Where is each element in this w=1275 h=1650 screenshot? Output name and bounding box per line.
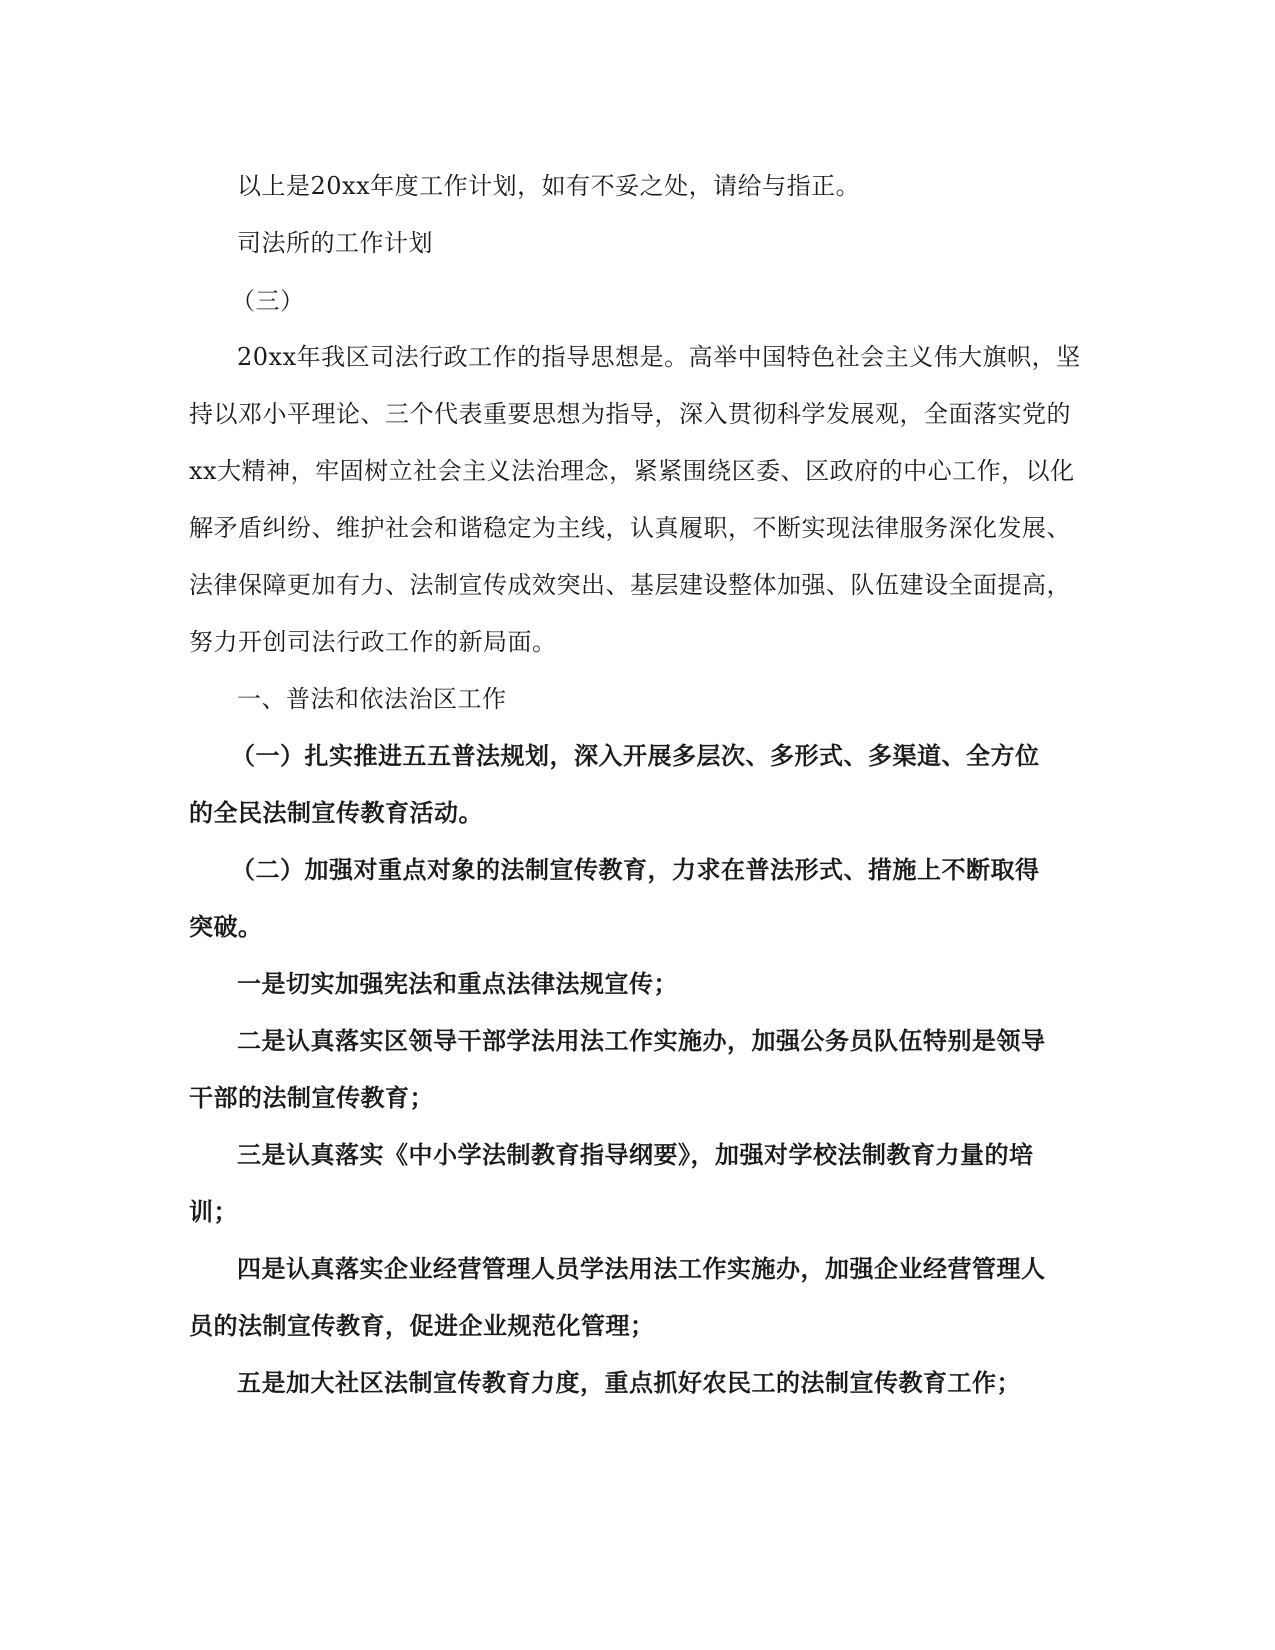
paragraph-line: 法律保障更加有力、法制宣传成效突出、基层建设整体加强、队伍建设全面提高， <box>189 571 1071 599</box>
point-3-line: 训； <box>189 1197 238 1226</box>
paragraph-line: xx大精神，牢固树立社会主义法治理念，紧紧围绕区委、区政府的中心工作，以化 <box>189 457 1075 485</box>
section-title: 司法所的工作计划 <box>237 229 433 257</box>
item-1-line: （一）扎实推进五五普法规划，深入开展多层次、多形式、多渠道、全方位 <box>231 741 1040 770</box>
item-1-line: 的全民法制宣传教育活动。 <box>189 798 483 827</box>
point-4-line: 四是认真落实企业经营管理人员学法用法工作实施办，加强企业经营管理人 <box>237 1254 1046 1283</box>
point-2-line: 二是认真落实区领导干部学法用法工作实施办，加强公务员队伍特别是领导 <box>237 1026 1046 1055</box>
point-5: 五是加大社区法制宣传教育力度，重点抓好农民工的法制宣传教育工作； <box>237 1368 1021 1397</box>
section-number: （三） <box>231 287 305 315</box>
point-1: 一是切实加强宪法和重点法律法规宣传； <box>237 969 678 998</box>
heading-1: 一、普法和依法治区工作 <box>237 685 507 713</box>
point-3-line: 三是认真落实《中小学法制教育指导纲要》，加强对学校法制教育力量的培 <box>237 1140 1034 1169</box>
point-4-line: 员的法制宣传教育，促进企业规范化管理； <box>189 1311 655 1340</box>
paragraph-line: 努力开创司法行政工作的新局面。 <box>189 628 557 656</box>
paragraph-line: 持以邓小平理论、三个代表重要思想为指导，深入贯彻科学发展观，全面落实党的 <box>189 400 1071 428</box>
paragraph-line: 20xx年我区司法行政工作的指导思想是。高举中国特色社会主义伟大旗帜，坚 <box>237 343 1081 371</box>
paragraph-line: 解矛盾纠纷、维护社会和谐稳定为主线，认真履职，不断实现法律服务深化发展、 <box>189 514 1071 542</box>
item-2-line: 突破。 <box>189 912 263 941</box>
closing-sentence: 以上是20xx年度工作计划，如有不妥之处，请给与指正。 <box>237 172 861 200</box>
point-2-line: 干部的法制宣传教育； <box>189 1083 434 1112</box>
item-2-line: （二）加强对重点对象的法制宣传教育，力求在普法形式、措施上不断取得 <box>231 855 1040 884</box>
